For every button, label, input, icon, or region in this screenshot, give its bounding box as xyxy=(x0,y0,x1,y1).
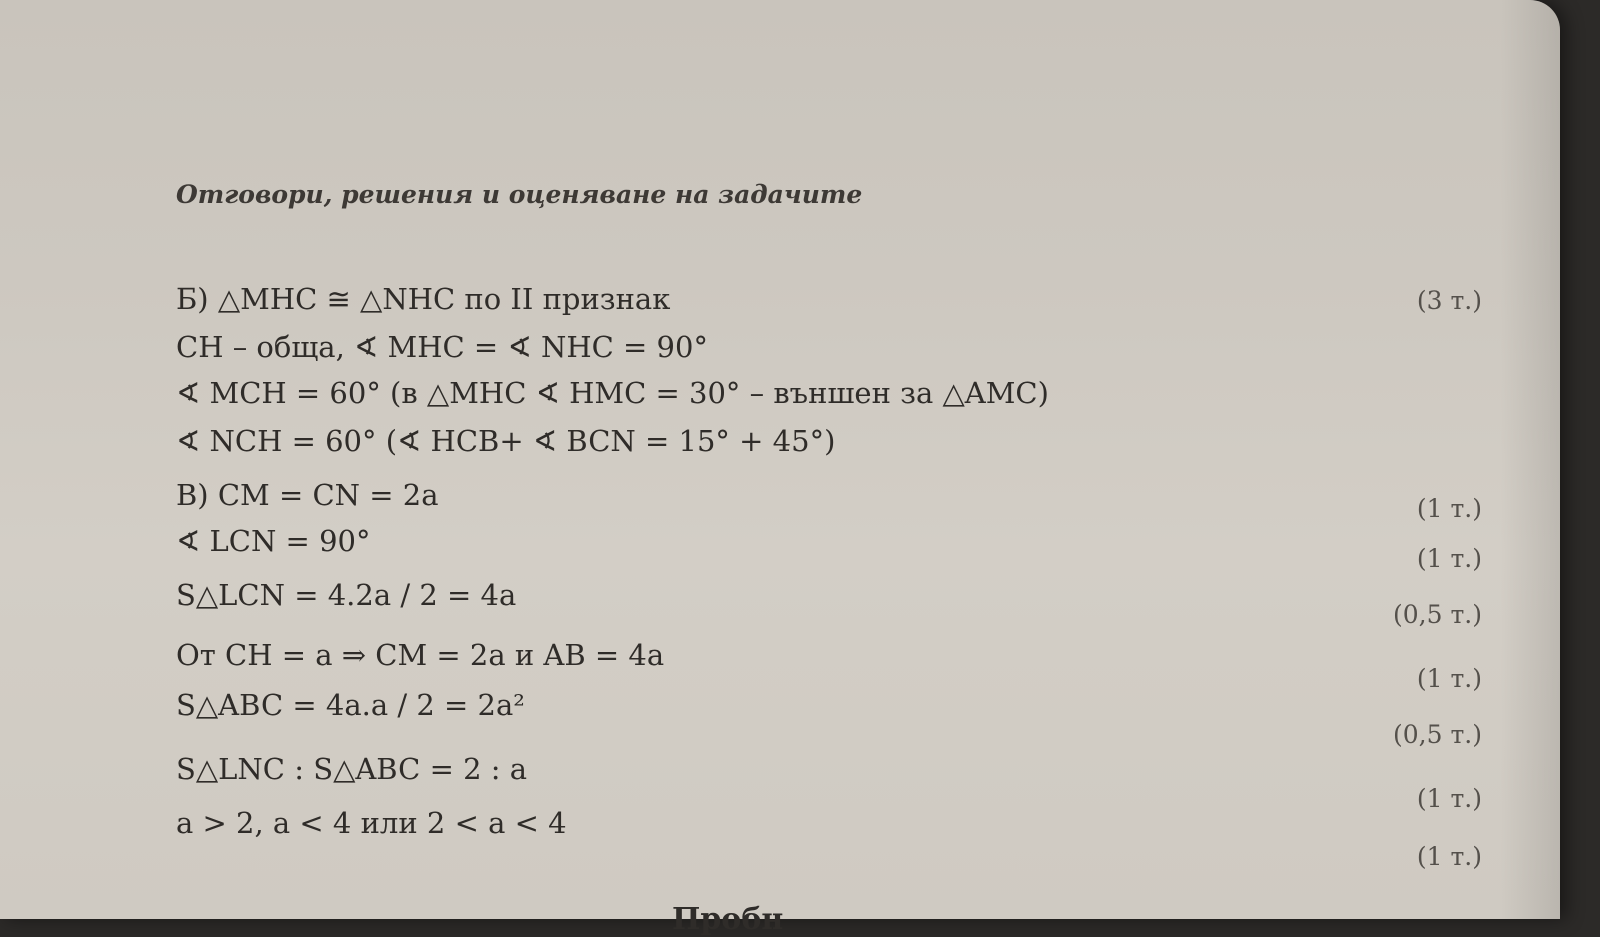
solution-line: ∢ LCN = 90° xyxy=(176,524,371,558)
solution-line: S△LNC : S△ABC = 2 : a xyxy=(176,752,528,786)
points-label: (1 т.) xyxy=(1416,784,1482,813)
solution-line: a > 2, a < 4 или 2 < a < 4 xyxy=(176,806,567,840)
solution-line: ∢ MCH = 60° (в △MHC ∢ HMC = 30° – външен за △AMC) xyxy=(176,376,1049,410)
solution-line: S△LCN = 4.2a / 2 = 4a xyxy=(176,578,517,612)
points-label: (1 т.) xyxy=(1416,544,1482,573)
points-label: (1 т.) xyxy=(1416,842,1482,871)
solution-line: От CH = a ⇒ CM = 2a и AB = 4a xyxy=(176,638,665,672)
points-label: (1 т.) xyxy=(1416,494,1482,523)
section-header: Отговори, решения и оценяване на задачите xyxy=(176,180,863,209)
solution-line: S△ABC = 4a.a / 2 = 2a² xyxy=(176,688,525,722)
solution-line: CH – обща, ∢ MHC = ∢ NHC = 90° xyxy=(176,330,708,364)
solution-line-v: В) CM = CN = 2a xyxy=(176,478,439,512)
solution-line: ∢ NCH = 60° (∢ HCB+ ∢ BCN = 15° + 45°) xyxy=(176,424,836,458)
points-label: (0,5 т.) xyxy=(1393,600,1482,629)
points-label: (3 т.) xyxy=(1416,286,1482,315)
solution-line-b: Б) △MHC ≅ △NHC по II признак xyxy=(176,282,671,316)
points-label: (1 т.) xyxy=(1416,664,1482,693)
points-label: (0,5 т.) xyxy=(1393,720,1482,749)
next-section-title-partial: Пробн xyxy=(672,902,784,937)
